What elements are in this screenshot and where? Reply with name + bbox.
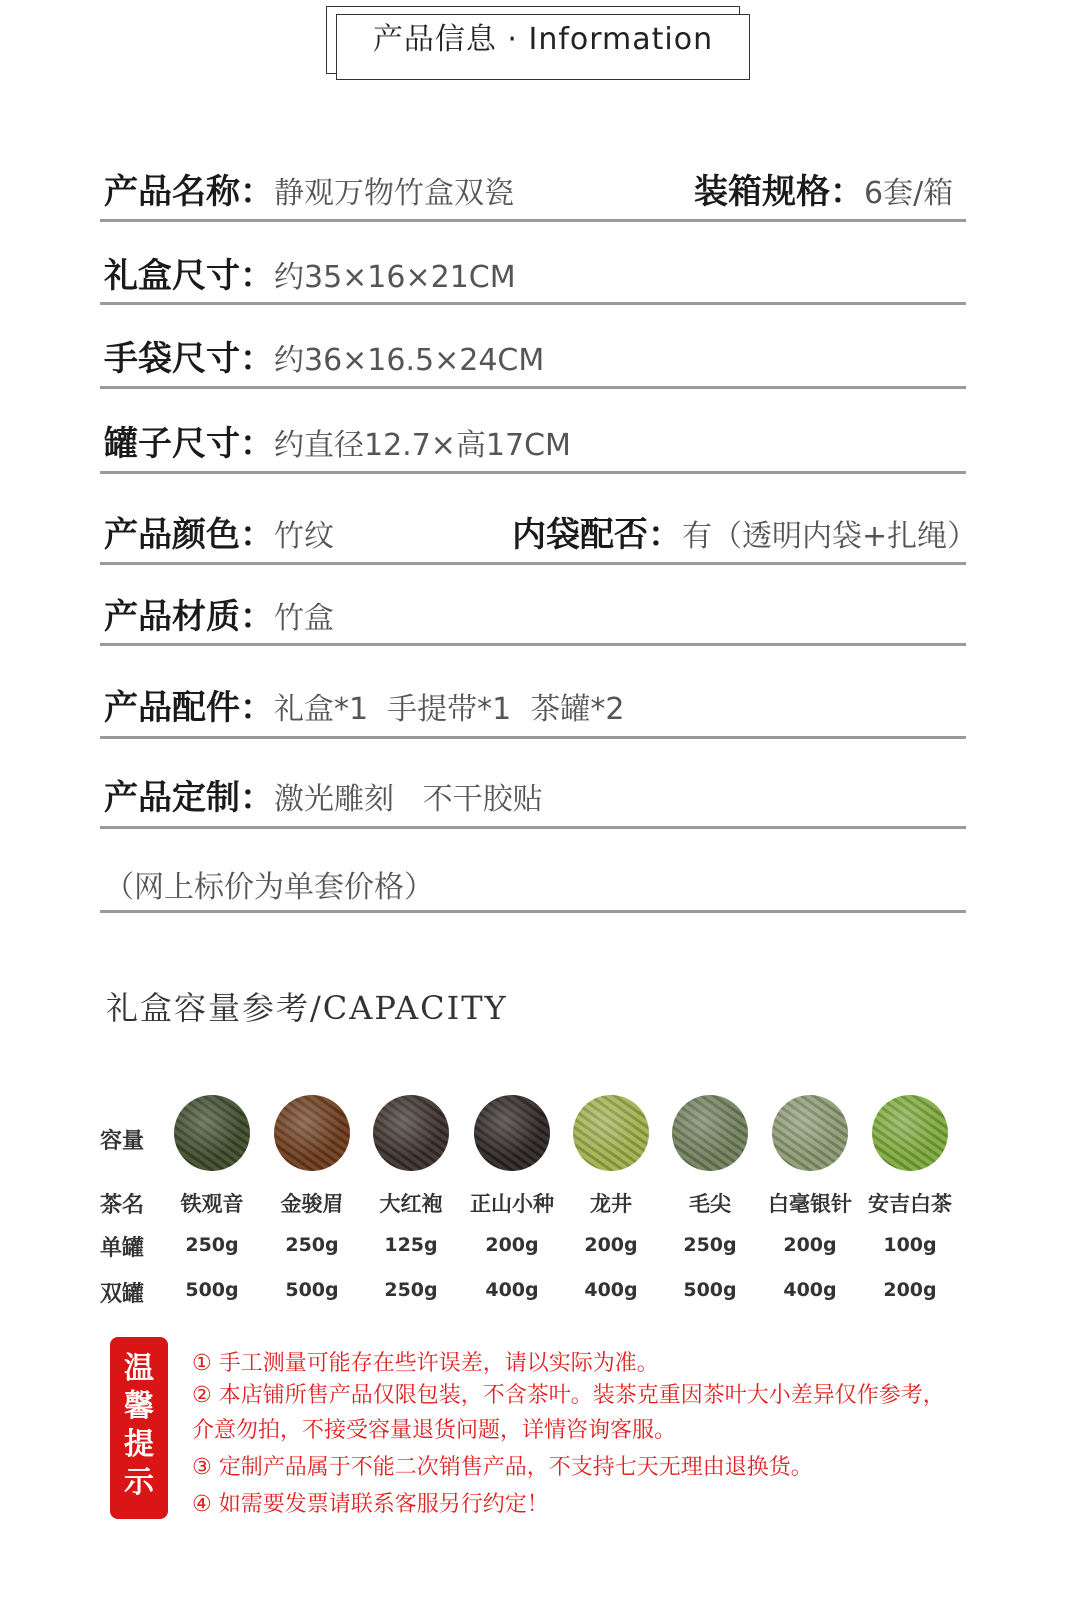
spec-name <box>104 164 514 213</box>
tea-name: 安吉白茶 <box>868 1192 952 1216</box>
tea-double-capacity: 400g <box>485 1279 539 1301</box>
tea-double-capacity: 500g <box>185 1279 239 1301</box>
tip-line: ③ 定制产品属于不能二次销售产品，不支持七天无理由退换货。 <box>192 1455 813 1480</box>
tea-leaf-image <box>474 1095 550 1171</box>
divider <box>100 826 966 829</box>
tea-double-capacity: 400g <box>783 1279 837 1301</box>
tea-single-capacity: 200g <box>584 1234 638 1256</box>
spec-handbag-label: 手袋尺寸： <box>104 339 274 379</box>
row-label-capacity: 容量 <box>100 1129 145 1154</box>
spec-name-value: 静观万物竹盒双瓷 <box>274 176 514 211</box>
tea-single-capacity: 125g <box>384 1234 438 1256</box>
tea-name: 金骏眉 <box>280 1192 344 1216</box>
spec-color <box>104 507 334 556</box>
tea-name: 大红袍 <box>379 1192 443 1216</box>
divider <box>100 386 966 389</box>
tea-single-capacity: 200g <box>485 1234 539 1256</box>
badge-char: 馨 <box>124 1389 154 1424</box>
tea-single-capacity: 250g <box>185 1234 239 1256</box>
tea-name: 白毫银针 <box>768 1192 852 1216</box>
row-label-double: 双罐 <box>100 1282 145 1307</box>
tea-name: 正山小种 <box>470 1192 554 1216</box>
tea-single-capacity: 100g <box>883 1234 937 1256</box>
spec-color-value: 竹纹 <box>274 519 334 554</box>
spec-innerbag-value: 有（透明内袋+扎绳） <box>682 519 978 554</box>
divider <box>100 643 966 646</box>
tea-single-capacity: 250g <box>683 1234 737 1256</box>
divider <box>100 219 966 222</box>
spec-accessories <box>104 680 624 729</box>
spec-giftbox-label: 礼盒尺寸： <box>104 256 274 296</box>
spec-packing-value: 6套/箱 <box>864 176 954 211</box>
spec-jar <box>104 416 571 465</box>
tip-line: ① 手工测量可能存在些许误差，请以实际为准。 <box>192 1351 659 1376</box>
spec-jar-value: 约直径12.7×高17CM <box>274 428 571 463</box>
spec-handbag <box>104 331 544 380</box>
badge-char: 示 <box>124 1465 154 1500</box>
badge-char: 提 <box>124 1427 154 1462</box>
spec-jar-label: 罐子尺寸： <box>104 424 274 464</box>
spec-material-label: 产品材质： <box>104 597 274 637</box>
price-note: （网上标价为单套价格） <box>104 870 434 905</box>
tea-double-capacity: 500g <box>683 1279 737 1301</box>
row-label-tea-name: 茶名 <box>100 1193 145 1218</box>
spec-giftbox-value: 约35×16×21CM <box>274 260 516 295</box>
spec-giftbox <box>104 248 516 297</box>
spec-material <box>104 589 334 638</box>
tip-line: 介意勿拍，不接受容量退货问题，详情咨询客服。 <box>192 1418 677 1443</box>
spec-color-label: 产品颜色： <box>104 515 274 555</box>
divider <box>100 736 966 739</box>
tea-leaf-image <box>373 1095 449 1171</box>
spec-handbag-value: 约36×16.5×24CM <box>274 343 545 378</box>
header-title: 产品信息 · Information <box>372 22 714 57</box>
tea-leaf-image <box>573 1095 649 1171</box>
spec-custom-label: 产品定制： <box>104 778 274 818</box>
tea-leaf-image <box>772 1095 848 1171</box>
tea-name: 铁观音 <box>180 1192 244 1216</box>
tea-single-capacity: 250g <box>285 1234 339 1256</box>
spec-packing <box>694 164 953 213</box>
spec-accessories-value: 礼盒*1 手提带*1 茶罐*2 <box>274 692 625 727</box>
tea-name: 龙井 <box>590 1192 632 1216</box>
spec-custom-value: 激光雕刻 不干胶贴 <box>274 782 543 817</box>
tea-double-capacity: 400g <box>584 1279 638 1301</box>
tea-leaf-image <box>872 1095 948 1171</box>
divider <box>100 562 966 565</box>
spec-material-value: 竹盒 <box>274 601 334 636</box>
tip-line: ② 本店铺所售产品仅限包装，不含茶叶。装茶克重因茶叶大小差异仅作参考， <box>192 1383 945 1408</box>
divider <box>100 471 966 474</box>
spec-custom <box>104 770 543 819</box>
spec-innerbag-label: 内袋配否： <box>512 515 682 555</box>
divider <box>100 302 966 305</box>
tea-single-capacity: 200g <box>783 1234 837 1256</box>
spec-name-label: 产品名称： <box>104 172 274 212</box>
tea-double-capacity: 200g <box>883 1279 937 1301</box>
tea-name: 毛尖 <box>689 1192 731 1216</box>
badge-char: 温 <box>124 1351 154 1386</box>
tea-double-capacity: 250g <box>384 1279 438 1301</box>
tea-double-capacity: 500g <box>285 1279 339 1301</box>
spec-accessories-label: 产品配件： <box>104 688 274 728</box>
tea-leaf-image <box>274 1095 350 1171</box>
tip-line: ④ 如需要发票请联系客服另行约定！ <box>192 1492 549 1517</box>
capacity-title: 礼盒容量参考/CAPACITY <box>106 989 508 1027</box>
row-label-single: 单罐 <box>100 1236 145 1261</box>
spec-packing-label: 装箱规格： <box>694 172 864 212</box>
tea-leaf-image <box>672 1095 748 1171</box>
divider <box>100 910 966 913</box>
tea-leaf-image <box>174 1095 250 1171</box>
warm-tips-badge-text <box>110 1350 168 1502</box>
spec-innerbag <box>512 507 977 556</box>
